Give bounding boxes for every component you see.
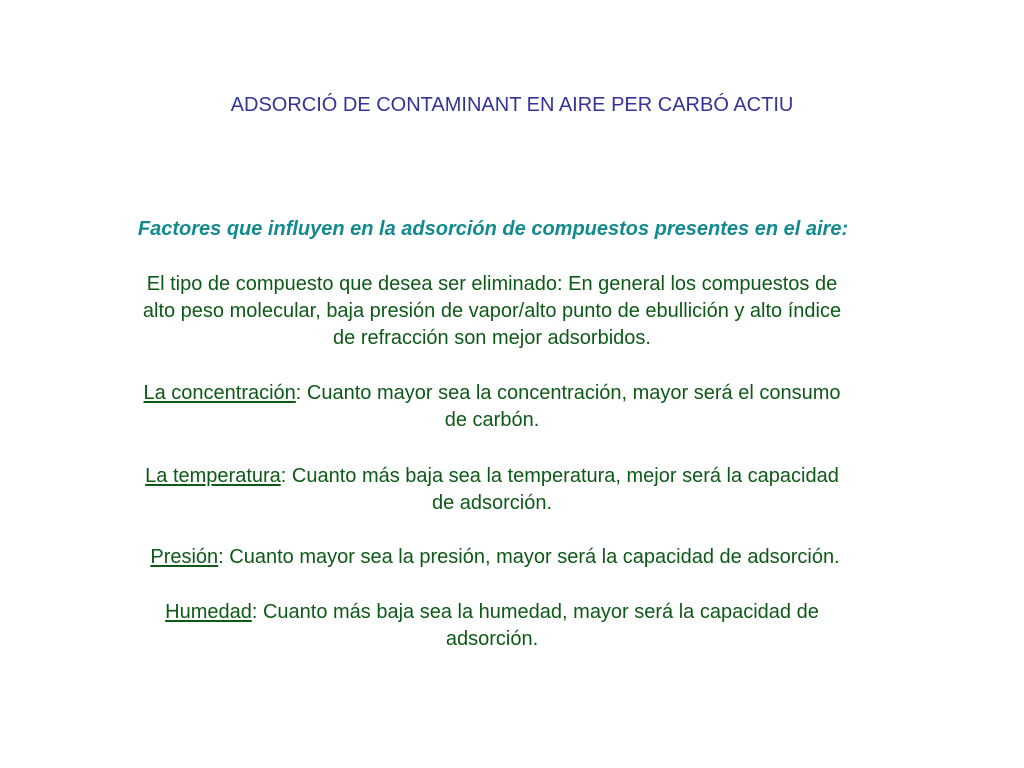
factor-pressure: [72, 544, 912, 571]
factor-text: : Cuanto mayor sea la concentración, mayor será el consumo: [295, 382, 841, 404]
factor-label: La concentración: [143, 382, 296, 404]
factor-label: La temperatura: [145, 465, 281, 487]
factor-concentration: [72, 380, 912, 434]
factor-line: [72, 544, 912, 571]
factor-text: : En general los compuestos de: [557, 273, 838, 295]
factor-label: Humedad: [165, 601, 252, 623]
factor-text: : Cuanto más baja sea la humedad, mayor será la capacidad de: [251, 601, 819, 623]
factor-line: adsorción.: [445, 628, 539, 650]
factor-line: de refracción son mejor adsorbidos.: [333, 327, 651, 349]
factor-label: Presión: [150, 546, 219, 568]
factor-line: de carbón.: [444, 409, 540, 431]
factor-line: [72, 271, 912, 298]
factor-line: [72, 463, 912, 490]
factor-line: [72, 599, 912, 626]
factor-text: : Cuanto mayor sea la presión, mayor será la capacidad de adsorción.: [218, 546, 840, 568]
factor-text: : Cuanto más baja sea la temperatura, mejor será la capacidad: [280, 465, 839, 487]
factor-humidity: [72, 599, 912, 653]
factor-label: El tipo de compuesto que desea ser eliminado: [146, 273, 558, 295]
factor-compound-type: [72, 271, 912, 352]
factor-temperature: [72, 463, 912, 517]
factor-line: alto peso molecular, baja presión de vapor/alto punto de ebullición y alto índice: [142, 300, 842, 322]
slide-title: ADSORCIÓ DE CONTAMINANT EN AIRE PER CARBÓ ACTIU: [230, 94, 794, 116]
slide-subtitle: Factores que influyen en la adsorción de compuestos presentes en el aire:: [137, 218, 849, 240]
factor-line: de adsorción.: [431, 492, 553, 514]
factor-line: [72, 380, 912, 407]
